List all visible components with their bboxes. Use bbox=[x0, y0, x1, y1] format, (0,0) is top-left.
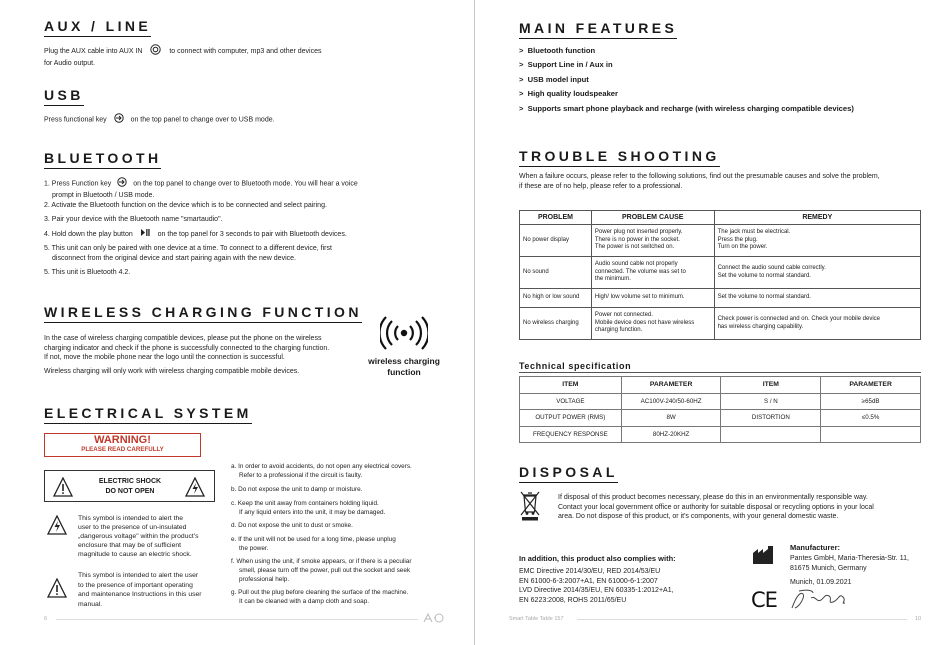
feature-bullet: > bbox=[519, 46, 524, 55]
trouble-table bbox=[519, 210, 921, 340]
problem-cell: No high or low sound bbox=[520, 289, 592, 308]
compliance-line: EN 6223:2008, ROHS 2011/65/EU bbox=[519, 597, 627, 605]
wireless-logo-label-a: wireless charging bbox=[368, 356, 440, 366]
bt-step-5-b: disconnect from the original device and start pairing again with the new device. bbox=[52, 254, 296, 262]
symbol-1-text bbox=[78, 514, 198, 559]
table-cell: DISTORTION bbox=[721, 410, 821, 427]
shock-label-a: ELECTRIC SHOCK bbox=[98, 478, 162, 485]
symbol-1-line: „dangerous voltage" within the product's bbox=[78, 533, 199, 540]
rule-line: f. When using the unit, if smoke appears, or if there is a peculiar bbox=[231, 558, 412, 565]
remedy-line: Set the volume to normal standard. bbox=[717, 272, 811, 279]
bt-step-6: 5. This unit is Bluetooth 4.2. bbox=[44, 269, 131, 276]
aux-text-c: for Audio output. bbox=[44, 59, 95, 67]
table-header-row bbox=[520, 377, 921, 394]
rule-f bbox=[231, 558, 411, 584]
rule-line: Refer to a professional if the circuit is faulty. bbox=[239, 471, 363, 479]
table-cell: S / N bbox=[721, 393, 821, 410]
usb-text-b: on the top panel to change over to USB mode. bbox=[130, 116, 275, 124]
table-cell bbox=[821, 426, 921, 443]
compliance-line: EN 61000-6-3:2007+A1, EN 61000-6-1:2007 bbox=[519, 577, 658, 585]
cause-cell bbox=[591, 225, 714, 257]
problem-cell: No power display bbox=[520, 225, 592, 257]
table-cell: FREQUENCY RESPONSE bbox=[520, 426, 622, 443]
remedy-cell bbox=[714, 225, 920, 257]
cause-cell bbox=[591, 308, 714, 340]
table-header: ITEM bbox=[520, 377, 622, 394]
rule-g bbox=[231, 589, 408, 607]
rule-c bbox=[231, 500, 385, 518]
features-title: MAIN FEATURES bbox=[519, 20, 678, 36]
bt-step-5 bbox=[44, 244, 332, 263]
feature-label: USB model input bbox=[527, 75, 589, 84]
bt-step-4-b: on the top panel for 3 seconds to pair with Bluetooth devices. bbox=[157, 231, 347, 239]
cause-line: Audio sound cable not properly bbox=[594, 261, 678, 268]
feature-item bbox=[519, 104, 854, 113]
page-number-left: 6 bbox=[44, 616, 48, 622]
bt-step-4-a: 4. Hold down the play button bbox=[44, 231, 133, 239]
disposal-line: area. Do not dispose of this product, or it's components, with your general domestic waste. bbox=[558, 513, 839, 521]
wireless-text-1-c: If not, move the mobile phone near the logo until the connection is successful. bbox=[44, 354, 285, 362]
rule-line: the power. bbox=[239, 544, 269, 552]
feature-item bbox=[519, 60, 613, 69]
weee-bin-icon bbox=[520, 491, 540, 521]
aux-text bbox=[44, 44, 322, 68]
rule-line: g. Pull out the plug before cleaning the surface of the machine. bbox=[231, 589, 409, 596]
lightning-triangle-icon bbox=[46, 515, 68, 535]
usb-text bbox=[44, 113, 275, 127]
feature-bullet: > bbox=[519, 75, 524, 84]
remedy-cell bbox=[714, 308, 920, 340]
symbol-1-line: magnitude to cause an electric shock. bbox=[78, 551, 192, 558]
cause-line: Power not connected. bbox=[594, 312, 653, 319]
manufacturer-heading: Manufacturer: bbox=[790, 543, 841, 552]
table-header-row bbox=[520, 211, 921, 225]
feature-bullet: > bbox=[519, 60, 524, 69]
cause-line: Power plug not inserted properly. bbox=[594, 229, 683, 236]
bt-step-4 bbox=[44, 229, 347, 240]
electric-shock-box bbox=[44, 470, 215, 502]
feature-item bbox=[519, 89, 618, 98]
remedy-cell bbox=[714, 257, 920, 289]
shock-label-b: DO NOT OPEN bbox=[105, 487, 155, 495]
table-cell: AC100V-240/50-60HZ bbox=[621, 393, 721, 410]
problem-cell: No sound bbox=[520, 257, 592, 289]
table-cell: 80HZ-20KHZ bbox=[621, 426, 721, 443]
symbol-2-line: and maintenance Instructions in this user bbox=[78, 591, 202, 598]
footer-product: Smart Table Table 157 bbox=[509, 616, 564, 622]
spec-table bbox=[519, 376, 921, 443]
trouble-title: TROUBLE SHOOTING bbox=[519, 148, 720, 164]
symbol-2-line: to the presence of important operating bbox=[78, 581, 193, 589]
symbol-2-text bbox=[78, 571, 202, 609]
rule-a bbox=[231, 463, 412, 481]
wireless-text-1-a: In the case of wireless charging compatible devices, please put the phone on the wireless bbox=[44, 335, 322, 342]
wireless-logo-label-b: function bbox=[387, 366, 421, 377]
trouble-intro bbox=[519, 172, 880, 191]
table-row bbox=[520, 410, 921, 427]
disposal-text bbox=[558, 493, 874, 522]
cause-line: the minimum. bbox=[594, 276, 631, 283]
brand-mark-icon bbox=[423, 613, 445, 623]
manufacturer-icon bbox=[752, 545, 774, 565]
table-row bbox=[520, 257, 921, 289]
disposal-title: DISPOSAL bbox=[519, 464, 618, 480]
cause-line: Mobile device does not have wireless bbox=[594, 319, 695, 326]
symbol-1-line: user to the presence of un-insulated bbox=[78, 524, 187, 531]
feature-bullet: > bbox=[519, 89, 524, 98]
remedy-line: has wireless charging capability. bbox=[717, 323, 804, 330]
table-row bbox=[520, 426, 921, 443]
cause-line: The power is not switched on. bbox=[594, 244, 675, 251]
footer-rule bbox=[56, 619, 418, 620]
electrical-title: ELECTRICAL SYSTEM bbox=[44, 405, 252, 421]
table-header: ITEM bbox=[721, 377, 821, 394]
aux-text-b: to connect with computer, mp3 and other devices bbox=[169, 48, 322, 56]
cause-line: charging function. bbox=[594, 327, 643, 334]
feature-item bbox=[519, 46, 595, 55]
feature-label: Support Line in / Aux in bbox=[527, 60, 613, 69]
trouble-intro-b: if these are of no help, please refer to a professional. bbox=[519, 182, 683, 190]
disposal-line: If disposal of this product becomes necessary, please do this in an environmentally responsible way. bbox=[558, 494, 868, 501]
usb-text-a: Press functional key bbox=[44, 116, 107, 124]
bt-step-5-a: 5. This unit can only be paired with one device at a time. To connect to a different device, first bbox=[44, 245, 332, 252]
rule-e bbox=[231, 536, 396, 554]
table-header: PROBLEM CAUSE bbox=[591, 211, 714, 225]
table-header: PROBLEM bbox=[520, 211, 592, 225]
lightning-triangle-icon bbox=[185, 477, 205, 497]
warning-triangle-icon bbox=[53, 477, 73, 497]
manufacturer-line: 81675 Munich, Germany bbox=[790, 564, 867, 572]
compliance-heading: In addition, this product also complies with: bbox=[519, 554, 676, 563]
wireless-title: WIRELESS CHARGING FUNCTION bbox=[44, 304, 362, 320]
rule-line: c. Keep the unit away from containers holding liquid. bbox=[231, 500, 379, 507]
warning-subheading: PLEASE READ CAREFULLY bbox=[81, 446, 164, 453]
bt-step-1-c: prompt in Bluetooth / USB mode. bbox=[52, 191, 155, 199]
table-cell: 8W bbox=[621, 410, 721, 427]
manufacturer-line: Pantes GmbH, Maria-Theresia-Str. 11, bbox=[790, 555, 909, 562]
cause-line: connected. The volume was set to bbox=[594, 268, 686, 275]
remedy-line: The jack must be electrical. bbox=[717, 229, 791, 236]
feature-label: Supports smart phone playback and recharge (with wireless charging compatible devices) bbox=[527, 104, 854, 113]
rule-line: It can be cleaned with a damp cloth and soap. bbox=[239, 597, 370, 605]
remedy-line: Check power is connected and on. Check your mobile device bbox=[717, 316, 881, 322]
feature-label: High quality loudspeaker bbox=[527, 89, 618, 98]
remedy-cell: Set the volume to normal standard. bbox=[714, 289, 920, 308]
bluetooth-title: BLUETOOTH bbox=[44, 150, 162, 166]
spec-title-rule bbox=[519, 372, 921, 373]
rule-line: e. If the unit will not be used for a long time, please unplug bbox=[231, 536, 396, 543]
table-row bbox=[520, 225, 921, 257]
warning-heading: WARNING! bbox=[94, 434, 151, 446]
shock-label bbox=[85, 477, 175, 496]
rule-b: b. Do not expose the unit to damp or moisture. bbox=[231, 486, 363, 493]
play-pause-icon bbox=[141, 229, 150, 240]
symbol-1-line: enclosure that may be of sufficient bbox=[78, 542, 182, 549]
wireless-text-1 bbox=[44, 334, 329, 363]
remedy-line: Connect the audio sound cable correctly. bbox=[717, 265, 826, 271]
table-header: PARAMETER bbox=[821, 377, 921, 394]
table-row bbox=[520, 308, 921, 340]
table-cell: ≤0.5% bbox=[821, 410, 921, 427]
cause-cell bbox=[591, 257, 714, 289]
table-cell bbox=[721, 426, 821, 443]
function-key-icon bbox=[117, 177, 127, 191]
right-page bbox=[475, 0, 950, 645]
compliance-list bbox=[519, 567, 674, 606]
remedy-line: Press the plug. bbox=[717, 236, 758, 243]
compliance-line: LVD Directive 2014/35/EU, EN 60335-1:2012+A1, bbox=[519, 587, 674, 595]
symbol-1-line: This symbol is intended to alert the bbox=[78, 515, 184, 522]
warning-box bbox=[44, 433, 201, 457]
remedy-line: Turn on the power. bbox=[717, 244, 768, 251]
rule-line: a. In order to avoid accidents, do not open any electrical covers. bbox=[231, 463, 412, 470]
table-cell: ≥65dB bbox=[821, 393, 921, 410]
ce-mark: CE bbox=[751, 588, 777, 612]
cause-line: There is no power in the socket. bbox=[594, 236, 680, 243]
manufacturer-address bbox=[790, 554, 909, 573]
manufacturer-date: Munich, 01.09.2021 bbox=[790, 579, 852, 586]
disposal-line: Contact your local government office or authority for suitable disposal or recycling options in your local bbox=[558, 503, 874, 511]
wireless-text-2: Wireless charging will only work with wireless charging compatible mobile devices. bbox=[44, 368, 300, 375]
feature-label: Bluetooth function bbox=[527, 46, 596, 55]
bt-step-3: 3. Pair your device with the Bluetooth name "smartaudio". bbox=[44, 216, 223, 223]
table-cell: OUTPUT POWER (RMS) bbox=[520, 410, 622, 427]
table-cell: VOLTAGE bbox=[520, 393, 622, 410]
table-header: PARAMETER bbox=[621, 377, 721, 394]
wireless-charging-icon bbox=[380, 316, 428, 355]
signature-icon bbox=[789, 588, 861, 612]
table-header: REMEDY bbox=[714, 211, 920, 225]
function-key-icon bbox=[114, 113, 124, 127]
symbol-2-line: This symbol is intended to alert the user bbox=[78, 572, 199, 579]
wireless-logo-label bbox=[362, 356, 446, 377]
feature-bullet: > bbox=[519, 104, 524, 113]
problem-cell: No wireless charging bbox=[520, 308, 592, 340]
compliance-line: EMC Directive 2014/30/EU, RED 2014/53/EU bbox=[519, 568, 661, 575]
page-number-right: 10 bbox=[915, 616, 922, 622]
footer-rule bbox=[577, 619, 907, 620]
symbol-2-line: manual. bbox=[78, 600, 103, 608]
bt-step-2: 2. Activate the Bluetooth function on the device which is to be connected and select pairing. bbox=[44, 202, 327, 209]
aux-title: AUX / LINE bbox=[44, 18, 152, 34]
bt-step-1 bbox=[44, 177, 358, 200]
table-row bbox=[520, 393, 921, 410]
usb-title: USB bbox=[44, 87, 84, 103]
aux-text-a: Plug the AUX cable into AUX IN bbox=[44, 48, 143, 56]
bt-step-1-b: on the top panel to change over to Bluetooth mode. You will hear a voice bbox=[133, 180, 358, 188]
rule-d: d. Do not expose the unit to dust or smoke. bbox=[231, 522, 353, 529]
rule-line: smell, please turn off the power, pull out the socket and seek bbox=[239, 566, 411, 574]
feature-item bbox=[519, 75, 589, 84]
rule-line: professional help. bbox=[239, 575, 290, 583]
aux-in-icon bbox=[150, 44, 161, 59]
bt-step-1-a: 1. Press Function key bbox=[44, 180, 112, 188]
trouble-intro-a: When a failure occurs, please refer to the following solutions, find out the presumable causes and solve the problem, bbox=[519, 173, 880, 180]
cause-cell: High/ low volume set to minimum. bbox=[591, 289, 714, 308]
wireless-text-1-b: charging indicator and check if the phone is successfully connected to the charging function. bbox=[44, 344, 330, 352]
warning-triangle-icon bbox=[46, 578, 68, 598]
rule-line: If any liquid enters into the unit, it may be damaged. bbox=[239, 508, 386, 516]
spec-title: Technical specification bbox=[519, 361, 632, 371]
table-row bbox=[520, 289, 921, 308]
